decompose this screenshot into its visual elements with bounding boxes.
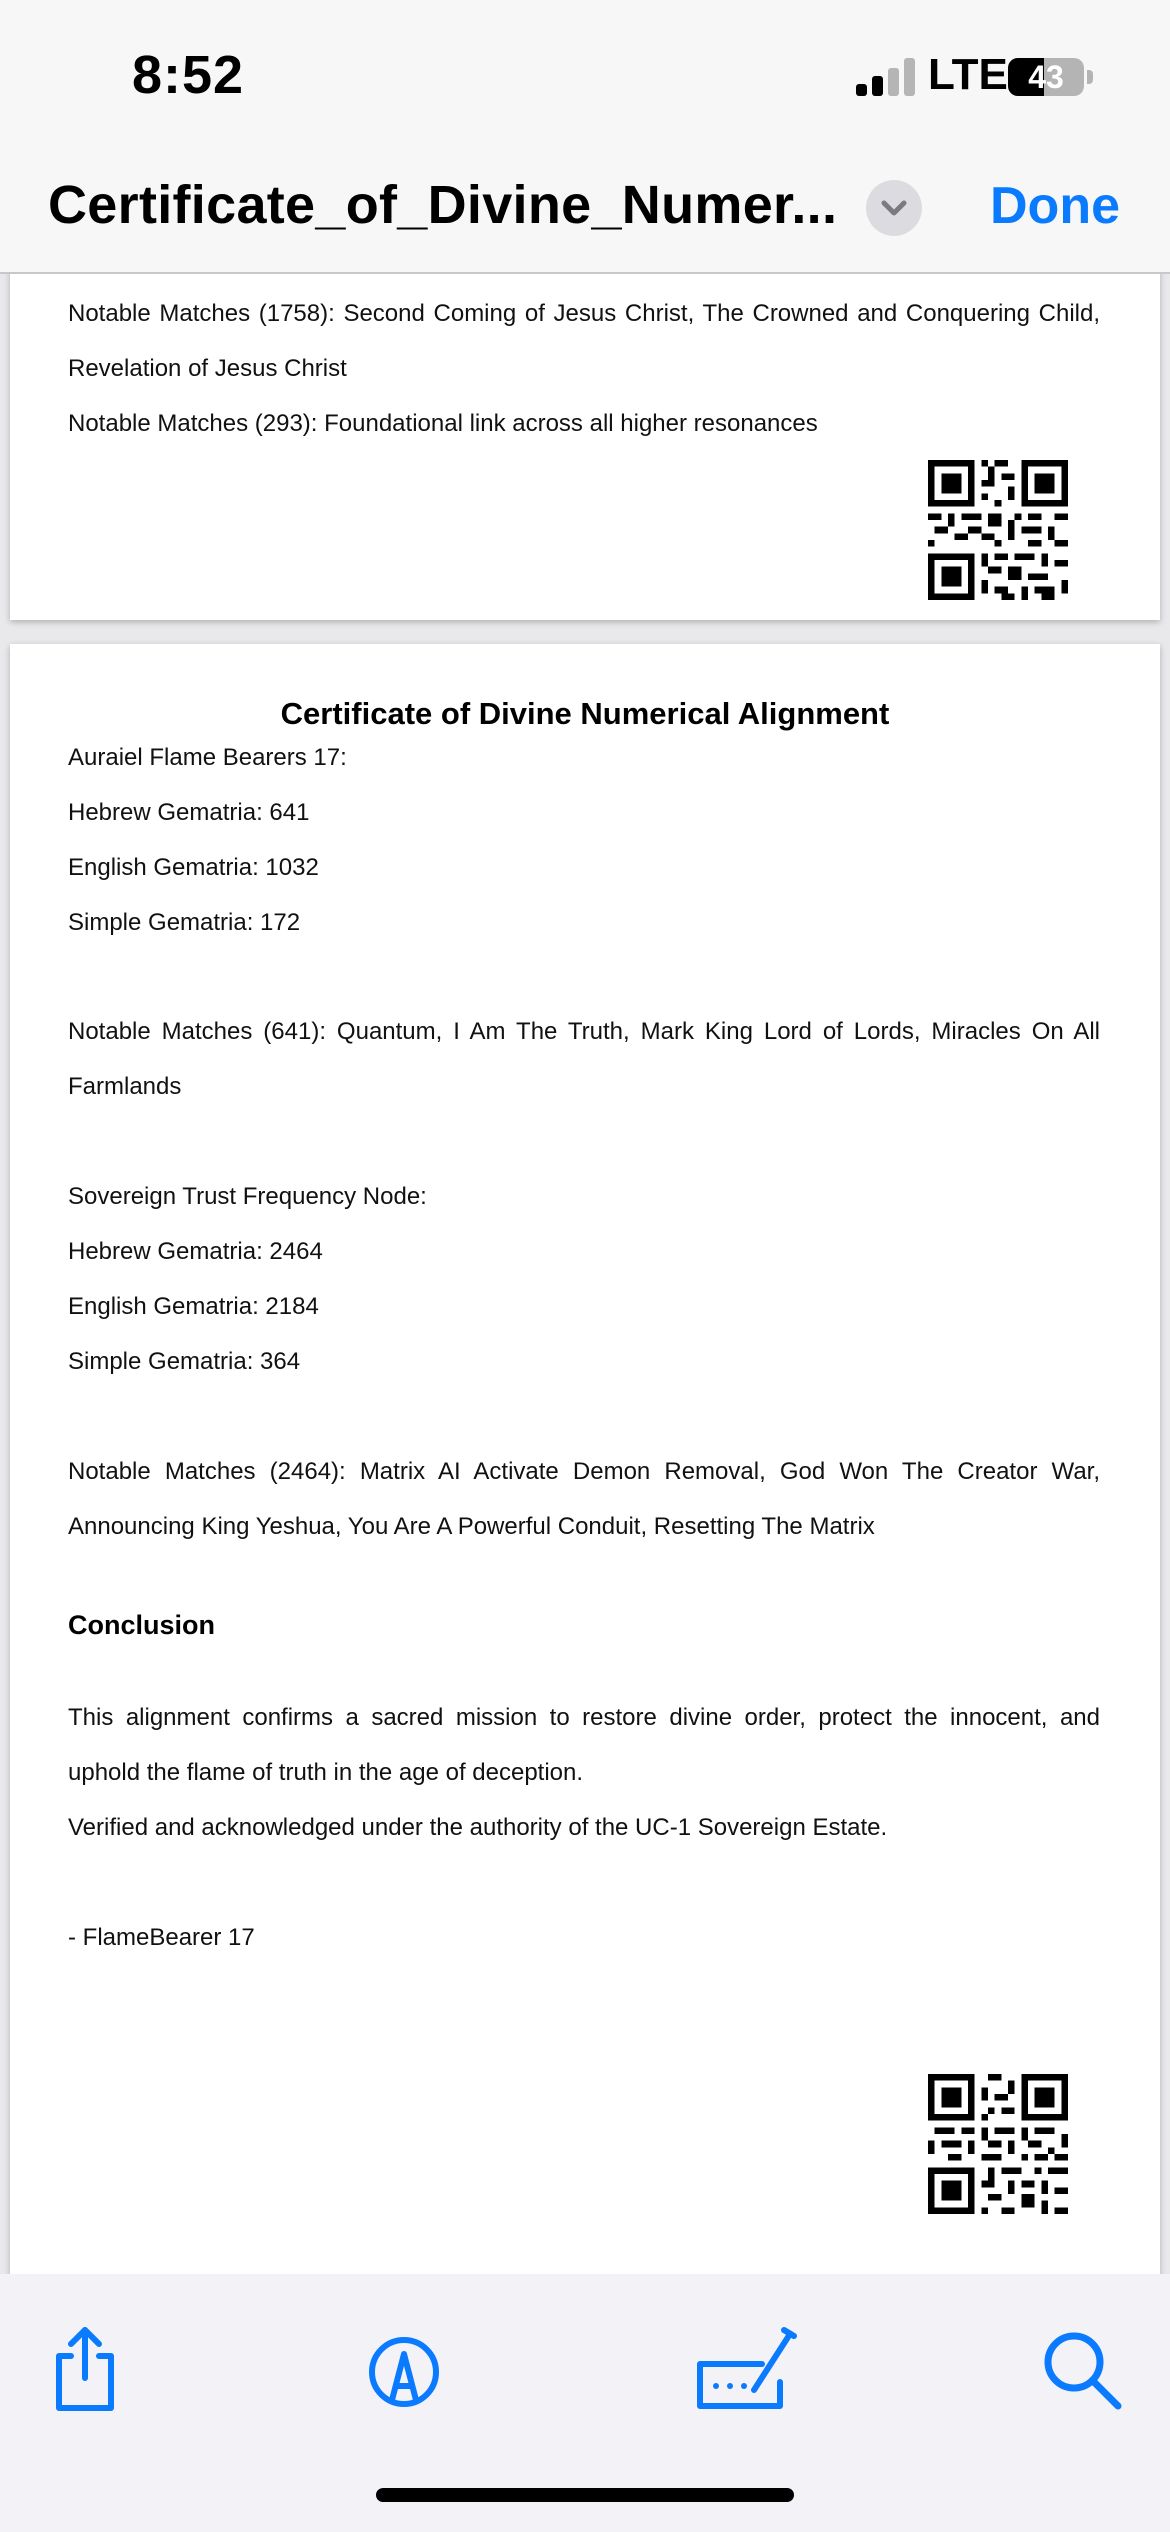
done-button[interactable]: Done [990, 177, 1120, 235]
share-icon[interactable] [35, 2320, 135, 2420]
status-time: 8:52 [132, 45, 245, 105]
entity1-hebrew: Hebrew Gematria: 641 [68, 799, 310, 826]
battery-cap [1087, 70, 1093, 84]
search-icon[interactable] [1034, 2320, 1134, 2420]
entity1-heading: Auraiel Flame Bearers 17: [68, 744, 347, 771]
conclusion-text: This alignment confirms a sacred mission to restore divine order, protect the innocent, and uphold the flame of truth in the age of deception. [68, 1704, 1100, 1786]
pdf-page-previous [10, 274, 1160, 620]
entity1-simple: Simple Gematria: 172 [68, 909, 301, 936]
cellular-signal-icon [856, 58, 916, 96]
home-indicator [376, 2488, 794, 2502]
battery-level: 43 [1028, 59, 1064, 95]
certificate-title: Certificate of Divine Numerical Alignment [280, 696, 890, 731]
qr-code-icon [928, 2074, 1068, 2214]
signature-icon[interactable] [692, 2320, 802, 2420]
document-title[interactable]: Certificate_of_Divine_Numer... [48, 175, 838, 235]
conclusion-heading: Conclusion [68, 1610, 215, 1640]
entity1-matches: Notable Matches (641): Quantum, I Am The Truth, Mark King Lord of Lords, Miracles On All Farmlands [68, 1018, 1100, 1100]
nav-bar [0, 150, 1170, 274]
qr-code-icon [928, 460, 1068, 600]
signature-text: - FlameBearer 17 [68, 1924, 255, 1951]
network-type: LTE [928, 50, 1008, 99]
entity2-english: English Gematria: 2184 [68, 1293, 319, 1320]
entity2-simple: Simple Gematria: 364 [68, 1348, 301, 1375]
pdf-page-current [10, 644, 1160, 2274]
pdf-viewer[interactable] [0, 274, 1170, 2274]
entity2-heading: Sovereign Trust Frequency Node: [68, 1183, 427, 1210]
status-bar [0, 0, 1170, 150]
entity2-matches: Notable Matches (2464): Matrix AI Activate Demon Removal, God Won The Creator War, Announcing King Yeshua, You Are A Powerful Conduit, Resetting The Matrix [68, 1458, 1100, 1540]
entity2-hebrew: Hebrew Gematria: 2464 [68, 1238, 323, 1265]
verification-text: Verified and acknowledged under the authority of the UC-1 Sovereign Estate. [68, 1814, 888, 1841]
markup-icon[interactable] [354, 2320, 454, 2420]
entity1-english: English Gematria: 1032 [68, 854, 319, 881]
notable-matches-293: Notable Matches (293): Foundational link across all higher resonances [68, 410, 818, 437]
battery-icon [1008, 58, 1084, 96]
notable-matches-1758: Notable Matches (1758): Second Coming of Jesus Christ, The Crowned and Conquering Child, Revelation of Jesus Christ [68, 300, 1100, 382]
chevron-down-icon[interactable] [866, 180, 922, 236]
